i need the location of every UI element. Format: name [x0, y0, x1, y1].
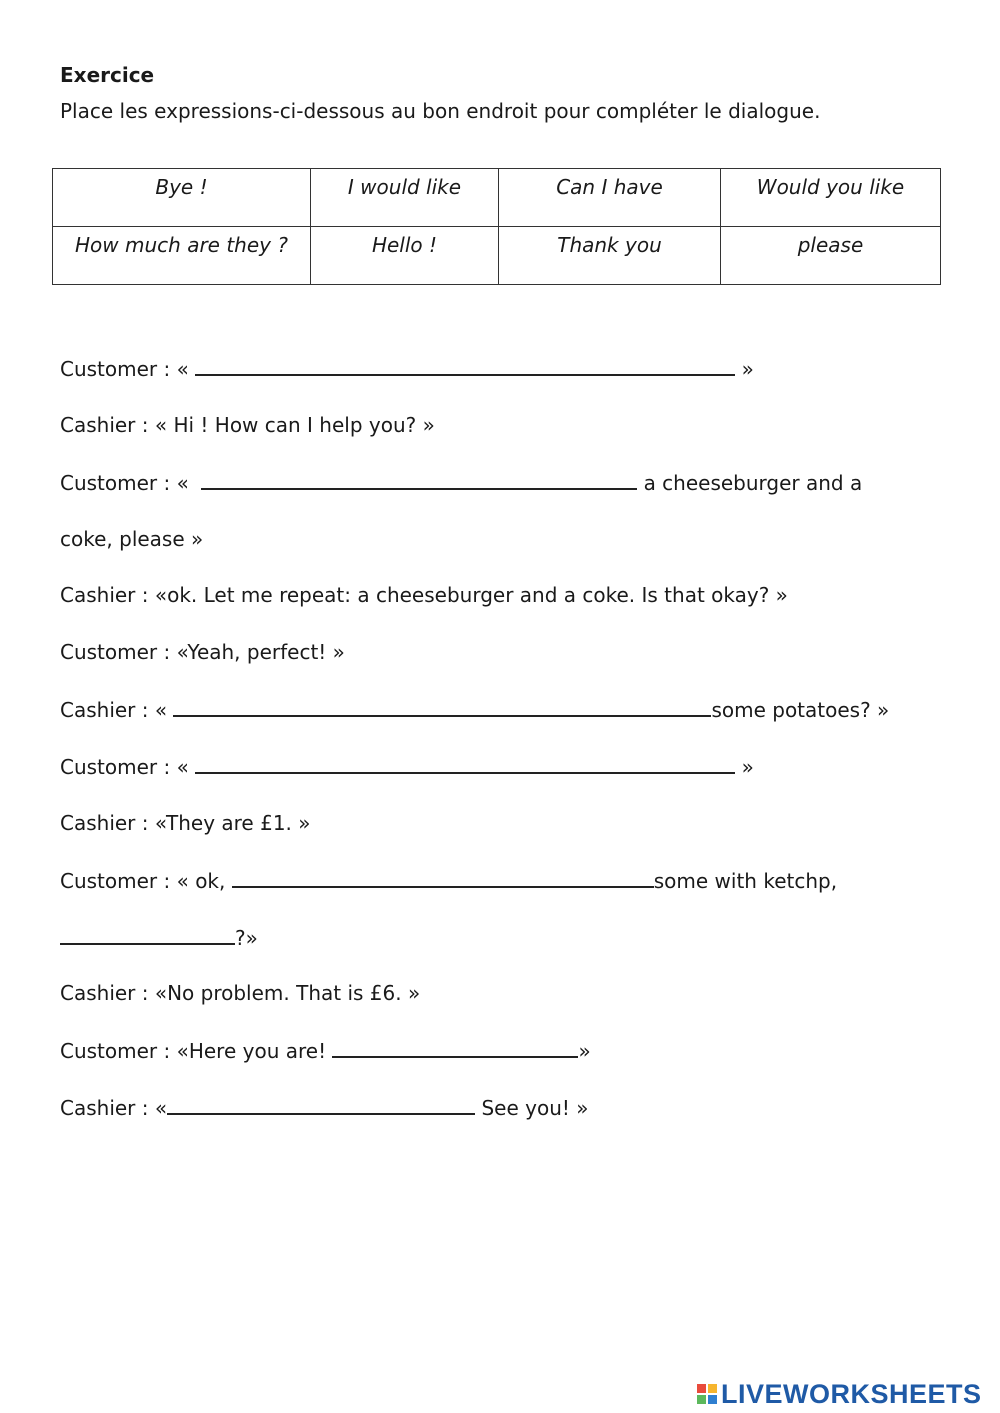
dialogue-line-4: coke, please »	[60, 527, 204, 551]
word-bank-cell: How much are they ?	[75, 233, 288, 257]
dialogue-text: Customer : «	[60, 357, 189, 381]
dialogue-line-5: Cashier : «ok. Let me repeat: a cheeseburger and a coke. Is that okay? »	[60, 583, 788, 607]
answer-blank-7[interactable]	[332, 1038, 578, 1058]
dialogue-line-14	[60, 1095, 588, 1120]
dialogue-text: Customer : «	[60, 755, 189, 779]
dialogue-text: »	[578, 1039, 591, 1063]
word-bank-row	[53, 227, 941, 285]
liveworksheets-logo	[697, 1379, 982, 1409]
word-bank-cell: Would you like	[756, 175, 905, 199]
dialogue-line-6: Customer : «Yeah, perfect! »	[60, 640, 345, 664]
answer-blank-8[interactable]	[167, 1095, 475, 1115]
answer-blank-6[interactable]	[60, 925, 235, 945]
answer-blank-5[interactable]	[232, 868, 654, 888]
word-bank-row	[53, 169, 941, 227]
answer-blank-2[interactable]	[201, 470, 637, 490]
dialogue-text: a cheeseburger and a	[643, 471, 863, 495]
word-bank-table	[52, 168, 941, 285]
exercise-instruction: Place les expressions-ci-dessous au bon endroit pour compléter le dialogue.	[60, 99, 821, 123]
dialogue-line-3	[60, 470, 862, 495]
dialogue-line-8	[60, 754, 754, 779]
word-bank-cell: I would like	[347, 175, 462, 199]
exercise-title: Exercice	[60, 63, 155, 87]
dialogue-text: Customer : «Here you are!	[60, 1039, 327, 1063]
dialogue-text: See you! »	[481, 1096, 589, 1120]
dialogue-line-13	[60, 1038, 591, 1063]
dialogue-text: ?»	[235, 926, 258, 950]
dialogue-text: Customer : «	[60, 471, 189, 495]
word-bank-cell: Bye !	[155, 175, 208, 199]
word-bank-cell: please	[797, 233, 864, 257]
dialogue-line-7	[60, 697, 889, 722]
dialogue-line-12: Cashier : «No problem. That is £6. »	[60, 981, 421, 1005]
answer-blank-4[interactable]	[195, 754, 735, 774]
logo-text: LIVEWORKSHEETS	[721, 1378, 982, 1409]
dialogue-text: some potatoes? »	[711, 698, 890, 722]
word-bank-cell: Can I have	[556, 175, 663, 199]
dialogue-line-10	[60, 868, 837, 893]
dialogue-text: »	[741, 755, 754, 779]
word-bank-cell: Hello !	[371, 233, 438, 257]
dialogue-line-2: Cashier : « Hi ! How can I help you? »	[60, 413, 435, 437]
dialogue-text: Cashier : «	[60, 698, 168, 722]
dialogue-line-11	[60, 925, 258, 950]
answer-blank-1[interactable]	[195, 356, 735, 376]
dialogue-line-9: Cashier : «They are £1. »	[60, 811, 311, 835]
dialogue-line-1	[60, 356, 754, 381]
dialogue-text: some with ketchp,	[653, 869, 838, 893]
answer-blank-3[interactable]	[173, 697, 711, 717]
dialogue-text: Customer : « ok,	[60, 869, 226, 893]
dialogue-text: Cashier : «	[60, 1096, 168, 1120]
word-bank-cell: Thank you	[557, 233, 662, 257]
dialogue-text: »	[741, 357, 754, 381]
logo-mark-icon	[697, 1384, 717, 1404]
